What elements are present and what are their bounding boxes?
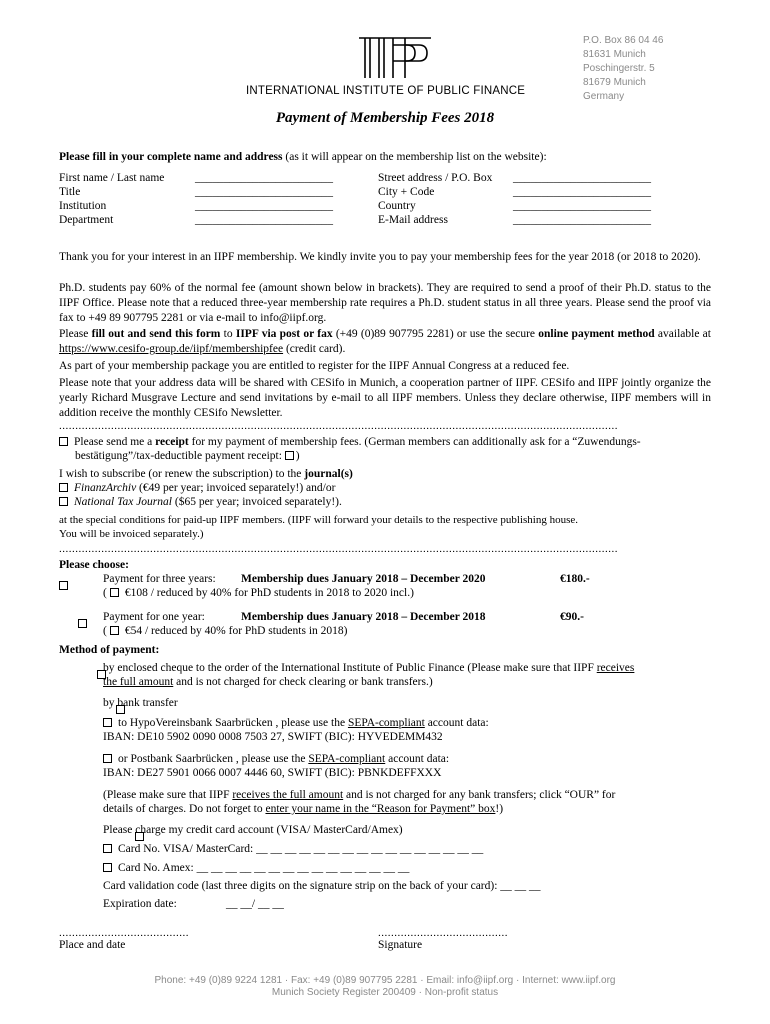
name-field[interactable]: ________________________ [195,172,333,184]
congress-paragraph: As part of your membership package you are entitled to register for the IIPF Annual Congress at a reduced fee. [59,360,570,372]
one-year-checkbox[interactable] [78,619,87,628]
signature-line[interactable]: ........................................ [378,927,508,939]
institution-field[interactable]: ________________________ [195,200,333,212]
street-field[interactable]: ________________________ [513,172,651,184]
three-year-phd-checkbox[interactable] [110,588,119,597]
three-year-price: €180.- [560,573,590,585]
field-label-department: Department [59,214,114,226]
place-date-label: Place and date [59,939,126,951]
page-title: Payment of Membership Fees 2018 [275,110,495,126]
dotted-separator: ............................................................................................................................................................................ [59,543,618,555]
footer-contact: Phone: +49 (0)89 9224 1281 · Fax: +49 (0)89 907795 2281 · Email: info@iipf.org · Internet: www.iipf.org [154,975,616,986]
postbank-iban: IBAN: DE27 5901 0066 0007 4446 60, SWIFT (BIC): PBNKDEFFXXX [103,767,442,779]
bank-transfer-label: by bank transfer [103,697,178,709]
data-sharing-paragraph: Please note that your address data will be shared with CESifo in Munich, a cooperation partner of IIPF. CESifo and IIPF jointly organize the yearly Richard Musgrave Lecture and send invitations by e-mail to all IIPF members. Unless they declare otherwise, IIPF members will in addition receive the monthly CESifo Newsletter. [59,377,711,419]
finanzarchiv-checkbox[interactable] [59,483,68,492]
cheque-option: by enclosed cheque to the order of the International Institute of Public Finance (Please make sure that IIPF receives [103,662,635,674]
visa-option [103,842,483,857]
journal-finanzarchiv: FinanzArchiv (€49 per year; invoiced separately!) and/or [59,481,335,496]
membership-fee-link[interactable]: https://www.cesifo-group.de/iipf/membershipfee [59,343,284,355]
expiry-label: Expiration date: [103,898,177,910]
one-year-price: €90.- [560,611,584,623]
ntj-checkbox[interactable] [59,497,68,506]
title-field[interactable]: ________________________ [195,186,333,198]
place-date-line[interactable]: ........................................ [59,927,189,939]
address-line: Poschingerstr. 5 [583,63,655,74]
credit-card-label: Please charge my credit card account (VISA/ MasterCard/Amex) [103,824,403,836]
amex-option [103,861,409,876]
choose-heading: Please choose: [59,559,129,571]
phd-paragraph: Ph.D. students pay 60% of the normal fee (amount shown below in brackets). They are required to send a proof of their Ph.D. status to the IIPF Office. Please note that a reduced three-year membership rate requires a Ph.D. student status in all three years. Please send the proof via fax to +49 89 907795 2281 or via e-mail to info@iipf.org. [59,282,711,324]
email-field[interactable]: ________________________ [513,214,651,226]
amex-number-field[interactable]: Card No. Amex: __ __ __ __ __ __ __ __ __ __ __ __ __ __ __ [118,862,410,874]
field-label-institution: Institution [59,200,107,212]
receipt-option: Please send me a receipt for my payment of membership fees. (German members can additionally ask for a “Zuwendungs- [59,435,719,450]
amex-checkbox[interactable] [103,863,112,872]
hypo-iban: IBAN: DE10 5902 0090 0008 7503 27, SWIFT (BIC): HYVEDEMM432 [103,731,443,743]
address-line: Germany [583,91,625,102]
institute-name: INTERNATIONAL INSTITUTE OF PUBLIC FINANCE [246,85,526,97]
receipt-checkbox[interactable] [59,437,68,446]
field-label-title: Title [59,186,81,198]
footer-registry: Munich Society Register 200409 · Non-profit status [271,987,499,998]
three-year-period: Membership dues January 2018 – December 2020 [241,573,486,585]
signature-label: Signature [378,939,423,951]
transfer-note: (Please make sure that IIPF receives the full amount and is not charged for any bank transfers; click “OUR” for [103,789,616,801]
postbank-option: or Postbank Saarbrücken , please use the SEPA-compliant account data: [103,752,449,767]
journal-note: at the special conditions for paid-up IIPF members. (IIPF will forward your details to the respective publishing house. [59,514,579,526]
visa-checkbox[interactable] [103,844,112,853]
journal-ntj: National Tax Journal ($65 per year; invoiced separately!). [59,495,342,510]
dotted-separator: ............................................................................................................................................................................ [59,420,618,432]
department-field[interactable]: ________________________ [195,214,333,226]
cheque-option-cont: the full amount and is not charged for check clearing or bank transfers.) [103,676,433,688]
one-year-reduced: ( €54 / reduced by 40% for PhD students in 2018) [103,625,348,637]
field-label-country: Country [378,200,416,212]
journal-lead: I wish to subscribe (or renew the subscription) to the journal(s) [59,468,353,480]
journal-note-2: You will be invoiced separately.) [59,528,204,540]
three-year-checkbox[interactable] [59,581,68,590]
cvc-field[interactable]: Card validation code (last three digits on the signature strip on the back of your card): __ __ __ [103,880,541,892]
one-year-period: Membership dues January 2018 – December 2018 [241,611,486,623]
postbank-checkbox[interactable] [103,754,112,763]
iipf-logo [357,36,433,80]
city-field[interactable]: ________________________ [513,186,651,198]
three-year-reduced: ( €108 / reduced by 40% for PhD students in 2018 to 2020 incl.) [103,587,414,599]
one-year-phd-checkbox[interactable] [110,626,119,635]
method-heading: Method of payment: [59,644,160,656]
one-year-label: Payment for one year: [103,611,205,623]
field-label-name: First name / Last name [59,172,165,184]
address-line: 81631 Munich [583,49,646,60]
country-field[interactable]: ________________________ [513,200,651,212]
address-line: P.O. Box 86 04 46 [583,35,664,46]
visa-number-field[interactable]: Card No. VISA/ MasterCard: __ __ __ __ __ __ __ __ __ __ __ __ __ __ __ __ [118,843,484,855]
expiry-field[interactable]: __ __/ __ __ [226,898,284,910]
tax-receipt-checkbox[interactable] [285,451,294,460]
intro-paragraph: Thank you for your interest in an IIPF membership. We kindly invite you to pay your membership fees for the year 2018 (or 2018 to 2020). [59,251,701,263]
postal-address [583,34,663,104]
hypo-checkbox[interactable] [103,718,112,727]
address-line: 81679 Munich [583,77,646,88]
three-year-label: Payment for three years: [103,573,216,585]
field-label-email: E-Mail address [378,214,448,226]
hypo-option: to HypoVereinsbank Saarbrücken , please use the SEPA-compliant account data: [103,716,489,731]
send-form-paragraph: Please fill out and send this form to IIPF via post or fax (+49 (0)89 907795 2281) or use the secure online payment method available at https://www.cesifo-group.de/iipf/membershipfee (credit card). [59,328,711,355]
field-label-city: City + Code [378,186,435,198]
receipt-option-cont: bestätigung”/tax-deductible payment receipt: ) [75,450,300,462]
transfer-note-cont: details of charges. Do not forget to enter your name in the “Reason for Payment” box!) [103,803,504,815]
field-label-street: Street address / P.O. Box [378,172,493,184]
fill-in-instruction: Please fill in your complete name and address (as it will appear on the membership list on the website): [59,151,547,163]
